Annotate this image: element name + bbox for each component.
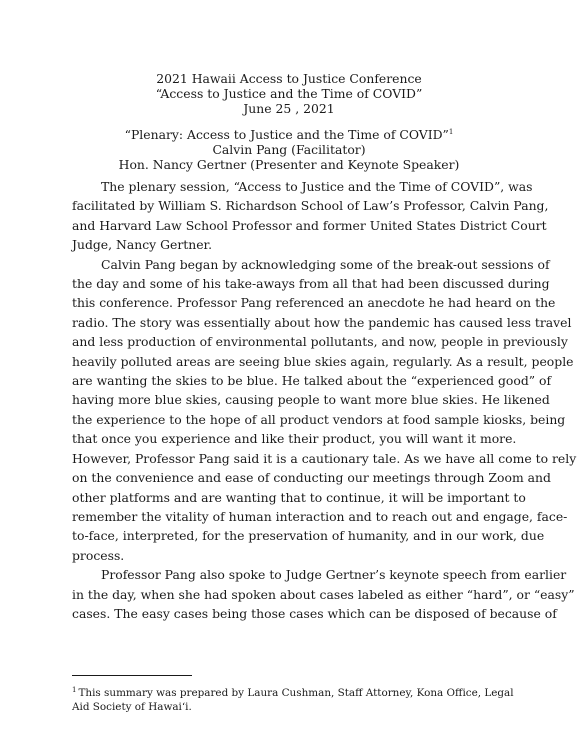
footnote: [72, 683, 512, 715]
text-line: process.: [72, 547, 125, 563]
session-header: [0, 125, 578, 172]
text-line: However, Professor Pang said it is a cautionary tale. As we have all come to rely: [72, 450, 577, 466]
text-line: Professor Pang also spoke to Judge Gertner’s keynote speech from earlier: [101, 567, 567, 583]
paragraph-2: [72, 255, 577, 566]
conference-date: June 25 , 2021: [243, 101, 335, 116]
conference-theme: “Access to Justice and the Time of COVID”: [155, 86, 423, 101]
paragraph-1: [72, 177, 549, 255]
footnote-reference: 1: [448, 128, 454, 136]
session-title-line: [0, 125, 578, 142]
text-line: other platforms and are wanting that to continue, it will be important to: [72, 489, 526, 505]
text-line: and Harvard Law School Professor and former United States District Court: [72, 217, 547, 233]
conference-name: 2021 Hawaii Access to Justice Conference: [156, 71, 422, 86]
paragraph-3: [72, 565, 575, 623]
summary-body: [72, 177, 577, 623]
text-line: on the convenience and ease of conducting our meetings through Zoom and: [72, 470, 551, 486]
footnote-line: Aid Society of Hawaiʻi.: [72, 701, 192, 714]
text-line: heavily polluted areas are seeing blue skies again, regularly. As a result, people: [72, 353, 574, 369]
text-line: The plenary session, “Access to Justice and the Time of COVID”, was: [101, 179, 533, 194]
conference-header: [0, 71, 578, 116]
session-title: “Plenary: Access to Justice and the Time of COVID”: [124, 127, 449, 142]
footnote-text: This summary was prepared by Laura Cushman, Staff Attorney, Kona Office, Legal: [78, 687, 514, 699]
text-line: to-face, interpreted, for the preservation of humanity, and in our work, due: [72, 528, 545, 544]
text-line: radio. The story was essentially about how the pandemic has caused less travel: [72, 314, 572, 330]
text-line: the day and some of his take-aways from all that had been discussed during: [72, 276, 550, 292]
session-facilitator: Calvin Pang (Facilitator): [212, 142, 366, 157]
session-presenter: Hon. Nancy Gertner (Presenter and Keynote Speaker): [118, 157, 460, 172]
text-line: Judge, Nancy Gertner.: [72, 237, 213, 253]
text-line: having more blue skies, causing people to want more blue skies. He likened: [72, 392, 550, 408]
footnote-line: [72, 683, 512, 700]
text-line: this conference. Professor Pang referenced an anecdote he had heard on the: [72, 295, 556, 311]
text-line: Calvin Pang began by acknowledging some of the break-out sessions of: [101, 256, 550, 272]
footnote-divider: [72, 675, 192, 676]
text-line: cases. The easy cases being those cases which can be disposed of because of: [72, 605, 557, 621]
text-line: that once you experience and like their product, you will want it more.: [72, 431, 517, 447]
text-line: are wanting the skies to be blue. He talked about the “experienced good” of: [72, 373, 552, 389]
text-line: the experience to the hope of all product vendors at food sample kiosks, being: [72, 411, 566, 427]
text-line: and less production of environmental pollutants, and now, people in previously: [72, 334, 568, 350]
text-line: remember the vitality of human interaction and to reach out and engage, face-: [72, 508, 568, 524]
text-line: in the day, when she had spoken about cases labeled as either “hard”, or “easy”: [72, 586, 575, 602]
text-line: facilitated by William S. Richardson School of Law’s Professor, Calvin Pang,: [72, 198, 549, 214]
footnote-mark: 1: [72, 686, 77, 694]
